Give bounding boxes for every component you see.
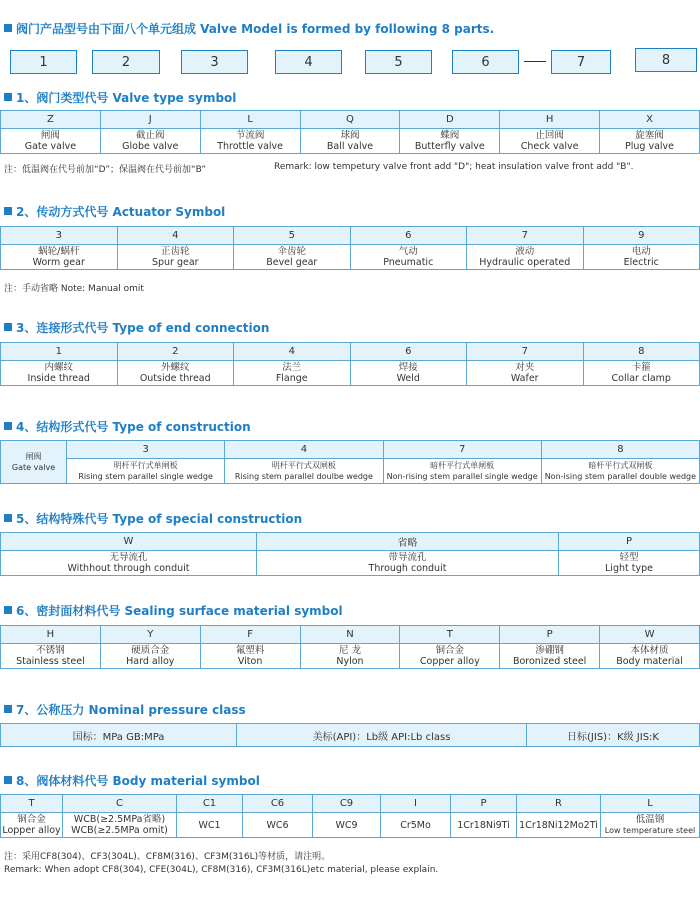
square-bullet-icon [4, 514, 12, 522]
table-cell: 正齿轮 Spur gear [117, 245, 234, 270]
table-cell: 明杆平行式单闸板 Rising stem parallel single wedge [67, 459, 225, 484]
part-box-3: 3 [181, 50, 248, 74]
part-box-2: 2 [92, 50, 160, 74]
table-cell: 无导流孔 Withhout through conduit [1, 551, 257, 576]
table-cell: H [1, 626, 101, 644]
square-bullet-icon [4, 606, 12, 614]
table-cell: L [200, 111, 300, 129]
table-cell: 3 [67, 441, 225, 459]
actuator-table [0, 226, 700, 270]
table-cell: 对夹 Wafer [467, 361, 584, 386]
table-cell: 旋塞阀 Plug valve [600, 129, 700, 154]
table-cell: 9 [583, 227, 700, 245]
table-cell: 蝶阀 Butterfly valve [400, 129, 500, 154]
table-cell: 截止阀 Globe valve [100, 129, 200, 154]
section-1-title: 1、阀门类型代号 Valve type symbol [4, 89, 236, 105]
table-cell: 焊接 Weld [350, 361, 467, 386]
table-cell: 伞齿轮 Bevel gear [234, 245, 351, 270]
table-cell: 暗杆平行式双闸板 Non-ising stem parallel double wedge [541, 459, 699, 484]
table-cell: 卡箍 Collar clamp [583, 361, 700, 386]
table-cell: 液动 Hydraulic operated [467, 245, 584, 270]
table-cell: 4 [225, 441, 383, 459]
part-box-5: 5 [365, 50, 432, 74]
table-cell: 1Cr18Ni12Mo2Ti [517, 813, 601, 838]
table-cell: 1Cr18Ni9Ti [451, 813, 517, 838]
square-bullet-icon [4, 323, 12, 331]
table-cell: 8 [583, 343, 700, 361]
dash-separator [524, 61, 546, 62]
table-cell: T [1, 795, 63, 813]
table-cell: 明杆平行式双闸板 Rising stem parallel doulbe wedge [225, 459, 383, 484]
part-box-4: 4 [275, 50, 342, 74]
table-cell: 7 [383, 441, 541, 459]
section-3-title: 3、连接形式代号 Type of end connection [4, 319, 269, 335]
table-cell: R [517, 795, 601, 813]
table-cell: P [559, 533, 700, 551]
table-cell: 4 [117, 227, 234, 245]
table-cell: J [100, 111, 200, 129]
square-bullet-icon [4, 422, 12, 430]
section-8-note-cn: 注：采用CF8(304)、CF3(304L)、CF8M(316)、CF3M(316L)等材质，请注明。 [4, 852, 331, 862]
sealing-material-table [0, 625, 700, 669]
square-bullet-icon [4, 93, 12, 101]
section-1-note-en: Remark: low tempetury valve front add "D"; heat insulation valve front add "B". [274, 162, 634, 172]
table-cell: C [63, 795, 177, 813]
table-cell: 球阀 Ball valve [300, 129, 400, 154]
table-cell: 法兰 Flange [234, 361, 351, 386]
table-cell: 渗硼钢 Boronized steel [500, 644, 600, 669]
table-cell: 带导流孔 Through conduit [257, 551, 559, 576]
end-connection-table [0, 342, 700, 386]
table-cell: 省略 [257, 533, 559, 551]
table-cell: 气动 Pneumatic [350, 245, 467, 270]
table-cell: 闸阀 Gate valve [1, 441, 67, 484]
section-5-title: 5、结构特殊代号 Type of special construction [4, 510, 302, 526]
table-cell: Y [100, 626, 200, 644]
section-7-title: 7、公称压力 Nominal pressure class [4, 701, 246, 717]
table-cell: P [500, 626, 600, 644]
table-cell: 1 [1, 343, 118, 361]
section-8-title: 8、阀体材料代号 Body material symbol [4, 772, 260, 788]
table-cell: 铜合金 Copper alloy [400, 644, 500, 669]
pressure-class-table [0, 723, 700, 747]
table-cell: C6 [243, 795, 313, 813]
table-cell: 6 [350, 343, 467, 361]
table-cell: 暗杆平行式单闸板 Non-rising stem parallel single wedge [383, 459, 541, 484]
table-cell: 7 [467, 227, 584, 245]
section-2-note: 注：手动省略 Note: Manual omit [4, 284, 144, 294]
table-cell: L [601, 795, 700, 813]
valve-type-table [0, 110, 700, 154]
section-1-note-cn: 注：低温阀在代号前加“D”；保温阀在代号前加“B” [4, 165, 207, 175]
table-cell: I [381, 795, 451, 813]
table-cell: 闸阀 Gate valve [1, 129, 101, 154]
part-box-1: 1 [10, 50, 77, 74]
part-box-6: 6 [452, 50, 519, 74]
part-box-7: 7 [551, 50, 611, 74]
table-cell: 不锈钢 Stainless steel [1, 644, 101, 669]
table-cell: 6 [350, 227, 467, 245]
table-cell: 尼 龙 Nylon [300, 644, 400, 669]
table-cell: Q [300, 111, 400, 129]
table-cell: WCB(≥2.5MPa省略) WCB(≥2.5MPa omit) [63, 813, 177, 838]
section-8-note-en: Remark: When adopt CF8(304), CFE(304L), CF8M(316), CF3M(316L)etc material, please explain. [4, 865, 439, 875]
table-cell: 美标(API)：Lb级 API:Lb class [237, 724, 527, 747]
table-cell: 2 [117, 343, 234, 361]
table-cell: W [1, 533, 257, 551]
table-cell: 本体材质 Body material [600, 644, 700, 669]
table-cell: 蜗轮/蜗杆 Worm gear [1, 245, 118, 270]
table-cell: Cr5Mo [381, 813, 451, 838]
table-cell: C1 [177, 795, 243, 813]
table-cell: 8 [541, 441, 699, 459]
table-cell: 氟塑料 Viton [200, 644, 300, 669]
table-cell: 5 [234, 227, 351, 245]
table-cell: C9 [313, 795, 381, 813]
special-construction-table [0, 532, 700, 576]
table-cell: 4 [234, 343, 351, 361]
table-cell: W [600, 626, 700, 644]
table-cell: 止回阀 Check valve [500, 129, 600, 154]
table-cell: P [451, 795, 517, 813]
table-cell: T [400, 626, 500, 644]
table-cell: WC1 [177, 813, 243, 838]
page-title: 阀门产品型号由下面八个单元组成 Valve Model is formed by following 8 parts. [4, 20, 494, 36]
square-bullet-icon [4, 207, 12, 215]
table-cell: 电动 Electric [583, 245, 700, 270]
part-box-8: 8 [635, 48, 697, 72]
table-cell: Z [1, 111, 101, 129]
table-cell: 轻型 Light type [559, 551, 700, 576]
table-cell: WC6 [243, 813, 313, 838]
square-bullet-icon [4, 776, 12, 784]
table-cell: D [400, 111, 500, 129]
table-cell: 外螺纹 Outside thread [117, 361, 234, 386]
square-bullet-icon [4, 705, 12, 713]
table-cell: 内螺纹 Inside thread [1, 361, 118, 386]
table-cell: 节流阀 Throttle valve [200, 129, 300, 154]
table-cell: H [500, 111, 600, 129]
body-material-table [0, 794, 700, 838]
table-cell: 硬质合金 Hard alloy [100, 644, 200, 669]
table-cell: 日标(JIS)：K级 JIS:K [527, 724, 700, 747]
section-6-title: 6、密封面材料代号 Sealing surface material symbol [4, 602, 343, 618]
table-cell: 低温钢 Low temperature steel [601, 813, 700, 838]
table-cell: 7 [467, 343, 584, 361]
table-cell: 铜合金 Lopper alloy [2, 814, 61, 836]
part-boxes [0, 0, 700, 90]
table-cell: 国标：MPa GB:MPa [1, 724, 237, 747]
table-cell: X [600, 111, 700, 129]
table-cell: 3 [1, 227, 118, 245]
table-cell: WC9 [313, 813, 381, 838]
section-4-title: 4、结构形式代号 Type of construction [4, 418, 251, 434]
construction-table [0, 440, 700, 484]
section-2-title: 2、传动方式代号 Actuator Symbol [4, 203, 225, 219]
table-cell: F [200, 626, 300, 644]
table-cell: N [300, 626, 400, 644]
